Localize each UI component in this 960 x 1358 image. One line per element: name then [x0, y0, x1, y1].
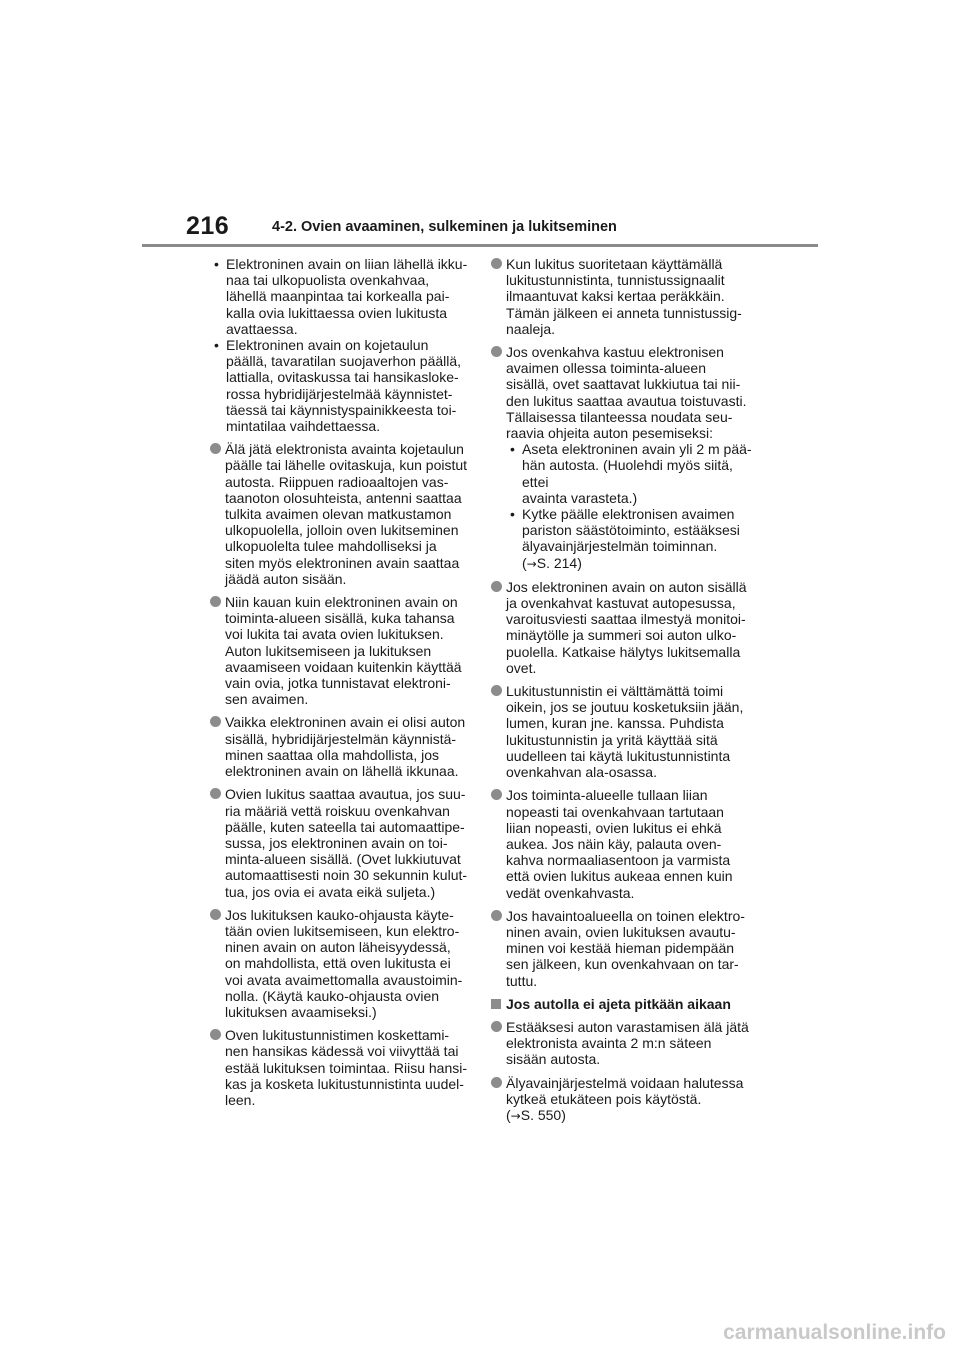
bullet-icon	[491, 1021, 502, 1032]
text-line: estää lukituksen toimintaa. Riisu hansi-	[225, 1059, 468, 1076]
bullet-item	[491, 787, 753, 900]
text-line: tulkita avaimen olevan matkustamon	[225, 506, 452, 523]
text-line: puolella. Katkaise hälytys lukitsemalla	[506, 643, 741, 660]
bullet-item	[491, 256, 753, 337]
bullet-icon	[210, 788, 221, 799]
text-line: lukituksen avaamiseksi.)	[225, 1003, 377, 1020]
text-line: lattialla, ovitaskussa tai hansikasloke-	[226, 369, 459, 386]
bullet-item	[491, 1075, 753, 1125]
text-line: voi avata avaimettomalla avaustoimin-	[225, 971, 463, 988]
bullet-item	[210, 714, 472, 779]
bullet-icon	[491, 1077, 502, 1088]
text-line: vedät ovenkahvasta.	[506, 884, 635, 901]
dash-marker: •	[510, 506, 515, 523]
text-line: Aseta elektroninen avain yli 2 m pää-	[522, 441, 752, 458]
text-line: ilmaantuvat kaksi kertaa peräkkäin.	[506, 288, 725, 305]
text-line: den lukitus saattaa avautua toistuvasti.	[506, 392, 747, 409]
text-line: Estääksesi auton varastamisen älä jätä	[506, 1018, 749, 1035]
text-line: Jos lukituksen kauko-ohjausta käyte-	[225, 906, 454, 923]
text-line: minen voi kestää hieman pidempään	[506, 940, 735, 957]
text-line: Lukitustunnistin ei välttämättä toimi	[506, 683, 724, 700]
bullet-icon	[491, 910, 502, 921]
bullet-icon	[210, 1029, 221, 1040]
square-bullet-icon	[491, 999, 501, 1009]
text-line: Elektroninen avain on liian lähellä ikku-	[226, 256, 468, 272]
text-line: ria määriä vettä roiskuu ovenkahvan	[225, 802, 450, 819]
bullet-icon	[210, 716, 221, 727]
dash-marker: •	[214, 337, 219, 354]
text-line: ulkopuolelta tulee mahdolliseksi ja	[225, 538, 437, 555]
text-line: Auton lukitsemiseen ja lukituksen	[225, 642, 432, 659]
text-line: minäytölle ja summeri soi auton ulko-	[506, 627, 737, 644]
dash-list	[506, 441, 753, 572]
text-line: päälle, kuten sateella tai automaattipe-	[225, 818, 465, 835]
bullet-icon	[491, 789, 502, 800]
text-line: Vaikka elektroninen avain ei olisi auton	[225, 714, 466, 731]
dash-item	[210, 256, 472, 337]
bullet-icon	[210, 596, 221, 607]
text-line: sisään autosta.	[506, 1051, 601, 1068]
text-line: elektroninen avain on lähellä ikkunaa.	[225, 763, 459, 780]
text-line: Jos toiminta-alueelle tullaan liian	[506, 787, 708, 804]
text-line: voi lukita tai avata ovien lukituksen.	[225, 626, 444, 643]
bullet-item	[491, 344, 753, 572]
text-line: siten myös elektroninen avain saattaa	[225, 554, 460, 571]
text-line: avaimen ollessa toiminta-alueen	[506, 360, 706, 377]
text-line: kalla ovia lukittaessa ovien lukitusta	[226, 304, 448, 321]
text-line: minta-alueen sisällä. (Ovet lukkiutuvat	[225, 851, 461, 868]
text-line: lumen, kuran jne. kanssa. Puhdista	[506, 715, 724, 732]
text-line: nolla. (Käytä kauko-ohjausta ovien	[225, 987, 440, 1004]
bullet-item	[210, 594, 472, 707]
text-line: avaamiseen voidaan kuitenkin käyttää	[225, 658, 462, 675]
text-line: sen avaimen.	[225, 691, 309, 708]
bullet-icon	[491, 346, 502, 357]
text-line: taanoton olosuhteista, antenni saattaa	[225, 489, 462, 506]
text-line: varoitusviesti saattaa ilmestyä monitoi-	[506, 611, 746, 628]
text-line: avainta varasteta.)	[522, 489, 638, 506]
bullet-item	[491, 908, 753, 989]
text-line: Oven lukitustunnistimen koskettami-	[225, 1027, 450, 1044]
text-line: leen.	[225, 1091, 256, 1108]
dash-list	[210, 256, 472, 434]
text-line: vain ovia, jotka tunnistavat elektroni-	[225, 675, 451, 692]
text-line: nen hansikas kädessä voi viivyttää tai	[225, 1043, 459, 1060]
subsection-heading-text: Jos autolla ei ajeta pitkään aikaan	[506, 995, 731, 1012]
text-line: Kytke päälle elektronisen avaimen	[522, 506, 735, 523]
text-line: ninen avain, ovien lukituksen avautu-	[506, 923, 736, 940]
bullet-item	[491, 579, 753, 676]
text-line: pariston säästötoiminto, estääksesi	[522, 522, 740, 539]
page-number: 216	[186, 212, 230, 240]
text-line: Älyavainjärjestelmä voidaan halutessa	[506, 1074, 744, 1091]
text-line: oikein, jos se joutuu kosketuksiin jään,	[506, 699, 744, 716]
bullet-icon	[491, 581, 502, 592]
dash-item	[210, 337, 472, 434]
text-line: Kun lukitus suoritetaan käyttämällä	[506, 256, 723, 272]
bullet-icon	[491, 685, 502, 696]
text-line: naa tai ulkopuolista ovenkahvaa,	[226, 272, 430, 289]
bullet-icon	[491, 258, 502, 269]
text-line: on mahdollista, että oven lukitusta ei	[225, 955, 451, 972]
bullet-icon	[210, 443, 221, 454]
page-reference: (→S. 550)	[506, 1106, 566, 1123]
bullet-item	[210, 1027, 472, 1108]
bullet-icon	[210, 909, 221, 920]
text-line: liian nopeasti, ovien lukitus ei ehkä	[506, 819, 722, 836]
arrow-icon: →	[526, 556, 537, 571]
text-line: Niin kauan kuin elektroninen avain on	[225, 594, 458, 611]
text-line: raavia ohjeita auton pesemiseksi:	[506, 425, 714, 442]
text-line: naaleja.	[506, 320, 556, 337]
section-title: 4-2. Ovien avaaminen, sulkeminen ja lukitseminen	[272, 219, 617, 235]
text-line: rossa hybridijärjestelmää käynnistet-	[226, 385, 453, 402]
text-line: Tämän jälkeen ei anneta tunnistussig-	[506, 304, 742, 321]
text-line: tuttu.	[506, 972, 538, 989]
text-line: aukea. Jos näin käy, palauta oven-	[506, 835, 722, 852]
text-line: toiminta-alueen sisällä, kuka tahansa	[225, 610, 455, 627]
text-line: Jos ovenkahva kastuu elektronisen	[506, 344, 724, 361]
text-line: minen saattaa olla mahdollista, jos	[225, 746, 440, 763]
dash-marker: •	[510, 441, 515, 458]
text-line: lukitustunnistin ja yritä käyttää sitä	[506, 731, 718, 748]
subsection-heading	[491, 996, 753, 1012]
text-line: Tällaisessa tilanteessa noudata seu-	[506, 408, 733, 425]
left-column	[210, 256, 472, 1115]
dash-item	[506, 506, 753, 572]
text-line: että ovien lukitus aukeaa ennen kuin	[506, 868, 733, 885]
bullet-item	[491, 1019, 753, 1068]
arrow-icon: →	[510, 1108, 521, 1123]
text-line: ninen avain on auton läheisyydessä,	[225, 939, 451, 956]
text-line: sisällä, ovet saattavat lukkiutua tai nii-	[506, 376, 741, 393]
header-rule	[142, 244, 818, 247]
text-line: Elektroninen avain on kojetaulun	[226, 337, 429, 354]
text-line: älyavainjärjestelmän toiminnan.	[522, 538, 718, 555]
watermark: carmanualsonline.info	[723, 1321, 946, 1344]
text-line: ulkopuolella, jolloin oven lukitseminen	[225, 522, 459, 539]
text-line: kas ja kosketa lukitustunnistinta uudel-	[225, 1075, 464, 1092]
text-line: Älä jätä elektronista avainta kojetaulun	[225, 441, 464, 458]
dash-marker: •	[214, 256, 219, 272]
text-line: mintatilaa vaihdettaessa.	[226, 418, 381, 435]
bullet-item	[210, 441, 472, 587]
text-line: autosta. Riippuen radioaaltojen vas-	[225, 473, 449, 490]
text-line: hän autosta. (Huolehdi myös siitä, ettei	[522, 457, 733, 490]
text-line: automaattisesti noin 30 sekunnin kulut-	[225, 867, 468, 884]
bullet-item	[491, 683, 753, 780]
text-line: elektronista avainta 2 m:n säteen	[506, 1035, 712, 1052]
text-line: täessä tai käynnistyspainikkeesta toi-	[226, 401, 457, 418]
text-line: jäädä auton sisään.	[225, 570, 347, 587]
text-line: nopeasti tai ovenkahvaan tartutaan	[506, 803, 724, 820]
text-line: kytkeä etukäteen pois käytöstä.	[506, 1090, 702, 1107]
text-line: Jos elektroninen avain on auton sisällä	[506, 578, 747, 595]
text-line: sussa, jos elektroninen avain on toi-	[225, 834, 448, 851]
dash-item	[506, 441, 753, 506]
text-line: lukitustunnistinta, tunnistussignaalit	[506, 272, 725, 289]
text-line: Ovien lukitus saattaa avautua, jos suu-	[225, 786, 466, 803]
text-line: ja ovenkahvat kastuvat autopesussa,	[506, 595, 736, 612]
text-line: kahva normaaliasentoon ja varmista	[506, 852, 731, 869]
text-line: päälle tai lähelle ovitaskuja, kun poistut	[225, 457, 468, 474]
text-line: Jos havaintoalueella on toinen elektro-	[506, 907, 745, 924]
text-line: tua, jos ovia ei avata eikä suljeta.)	[225, 883, 436, 900]
text-line: päällä, tavaratilan suojaverhon päällä,	[226, 353, 462, 370]
text-line: uudelleen tai käytä lukitustunnistinta	[506, 747, 731, 764]
bullet-item	[210, 786, 472, 899]
text-line: sisällä, hybridijärjestelmän käynnistä-	[225, 730, 457, 747]
text-line: sen jälkeen, kun ovenkahvaan on tar-	[506, 956, 739, 973]
text-line: ovenkahvan ala-osassa.	[506, 764, 657, 781]
right-column	[491, 256, 753, 1131]
text-line: ovet.	[506, 659, 537, 676]
bullet-item	[210, 907, 472, 1020]
text-line: avattaessa.	[226, 320, 298, 337]
text-line: tään ovien lukitsemiseen, kun elektro-	[225, 922, 460, 939]
page-reference: (→S. 214)	[522, 554, 582, 571]
text-line: lähellä maanpintaa tai korkealla pai-	[226, 288, 450, 305]
